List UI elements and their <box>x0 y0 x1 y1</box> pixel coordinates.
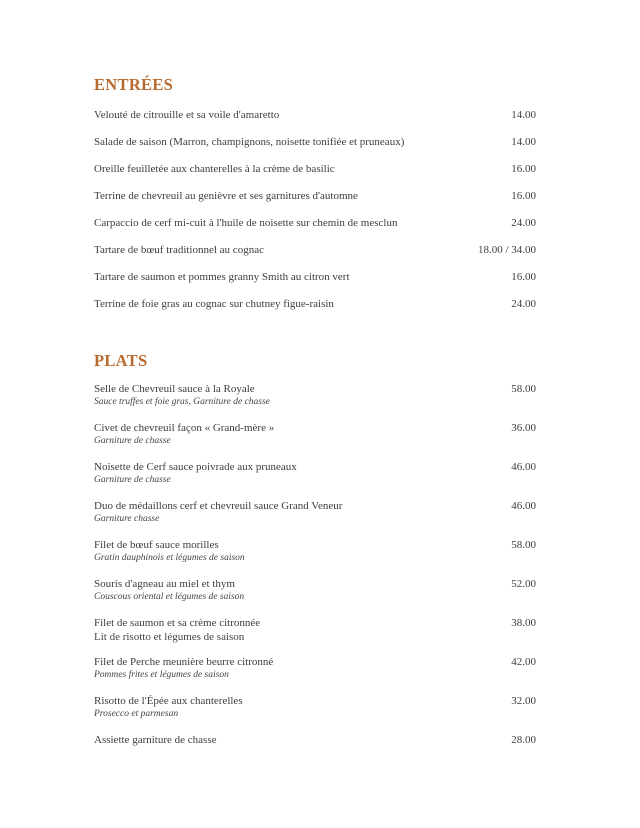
item-name: Noisette de Cerf sauce poivrade aux pruneaux <box>94 461 297 473</box>
item-name: Oreille feuilletée aux chanterelles à la crème de basilic <box>94 163 335 175</box>
item-description: Garniture chasse <box>94 514 160 524</box>
item-description: Garniture de chasse <box>94 436 171 446</box>
menu-item <box>94 243 536 270</box>
item-price: 52.00 <box>511 578 536 590</box>
menu-item <box>94 189 536 216</box>
item-price: 16.00 <box>511 190 536 202</box>
item-price: 16.00 <box>511 163 536 175</box>
entrees-list <box>94 108 536 324</box>
item-price: 14.00 <box>511 136 536 148</box>
menu-item <box>94 460 536 499</box>
item-description: Lit de risotto et légumes de saison <box>94 631 245 643</box>
menu-item <box>94 216 536 243</box>
item-name: Selle de Chevreuil sauce à la Royale <box>94 383 255 395</box>
menu-item <box>94 162 536 189</box>
item-name: Risotto de l'Épée aux chanterelles <box>94 695 243 707</box>
menu-item <box>94 297 536 324</box>
item-price: 46.00 <box>511 461 536 473</box>
menu-item <box>94 421 536 460</box>
item-price: 24.00 <box>511 217 536 229</box>
item-name: Velouté de citrouille et sa voile d'amaretto <box>94 109 280 121</box>
item-price: 38.00 <box>511 617 536 629</box>
item-name: Civet de chevreuil façon « Grand-mère » <box>94 422 275 434</box>
item-description: Couscous oriental et légumes de saison <box>94 592 245 602</box>
item-name: Filet de saumon et sa crème citronnée <box>94 617 261 629</box>
item-price: 14.00 <box>511 109 536 121</box>
menu-item <box>94 694 536 733</box>
item-price: 58.00 <box>511 539 536 551</box>
item-name: Filet de Perche meunière beurre citronné <box>94 656 274 668</box>
item-name: Terrine de foie gras au cognac sur chutney figue-raisin <box>94 298 334 310</box>
item-price: 42.00 <box>511 656 536 668</box>
menu-item <box>94 733 536 772</box>
item-price: 58.00 <box>511 383 536 395</box>
item-name: Assiette garniture de chasse <box>94 734 217 746</box>
item-description: Pommes frites et légumes de saison <box>94 670 229 680</box>
item-name: Tartare de saumon et pommes granny Smith au citron vert <box>94 271 350 283</box>
menu-item <box>94 270 536 297</box>
item-description: Gratin dauphinois et légumes de saison <box>94 553 245 563</box>
item-price: 18.00 / 34.00 <box>477 244 536 256</box>
item-price: 36.00 <box>511 422 536 434</box>
item-price: 32.00 <box>511 695 536 707</box>
plats-list <box>94 382 536 772</box>
item-name: Tartare de bœuf traditionnel au cognac <box>94 244 264 256</box>
item-price: 28.00 <box>511 734 536 746</box>
item-description: Garniture de chasse <box>94 475 171 485</box>
item-description: Prosecco et parmesan <box>94 709 179 719</box>
item-name: Carpaccio de cerf mi-cuit à l'huile de noisette sur chemin de mesclun <box>94 217 398 229</box>
item-name: Terrine de chevreuil au genièvre et ses garnitures d'automne <box>94 190 358 202</box>
item-description: Sauce truffes et foie gras, Garniture de chasse <box>94 397 270 407</box>
section-title-plats: PLATS <box>94 351 148 370</box>
menu-item <box>94 538 536 577</box>
menu-item <box>94 108 536 135</box>
menu-item <box>94 499 536 538</box>
item-name: Duo de médaillons cerf et chevreuil sauce Grand Veneur <box>94 500 343 512</box>
menu-item <box>94 135 536 162</box>
menu-item <box>94 616 536 655</box>
item-price: 46.00 <box>511 500 536 512</box>
item-name: Filet de bœuf sauce morilles <box>94 539 219 551</box>
menu-item <box>94 577 536 616</box>
section-title-entrees: ENTRÉES <box>94 75 174 94</box>
item-name: Souris d'agneau au miel et thym <box>94 578 235 590</box>
menu-item <box>94 655 536 694</box>
menu-item <box>94 382 536 421</box>
item-price: 16.00 <box>511 271 536 283</box>
item-price: 24.00 <box>511 298 536 310</box>
item-name: Salade de saison (Marron, champignons, noisette tonifiée et pruneaux) <box>94 136 405 148</box>
